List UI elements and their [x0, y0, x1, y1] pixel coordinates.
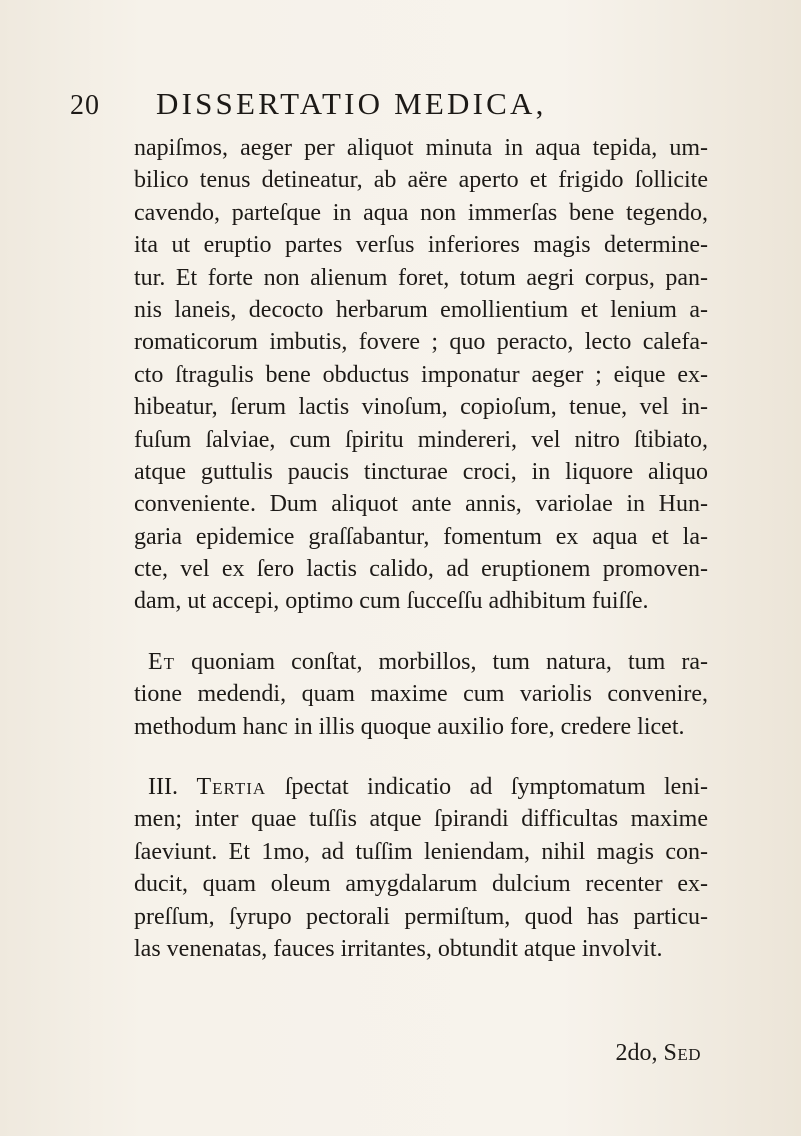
text-line: conveniente. Dum aliquot ante annis, variolae in Hun- — [134, 491, 708, 518]
text-line: nis laneis, decocto herbarum emollientium et lenium a- — [134, 296, 708, 323]
text-line: cte, vel ex ſero lactis calido, ad eruptionem promoven- — [134, 556, 708, 583]
text-line: preſſum, ſyrupo pectorali permiſtum, quod has particu- — [134, 903, 708, 930]
paragraph-1 — [134, 132, 708, 618]
text-line: hibeatur, ſerum lactis vinoſum, copioſum, tenue, vel in- — [134, 394, 708, 421]
text-line: cto ſtragulis bene obductus imponatur aeger ; eique ex- — [134, 361, 708, 388]
text-line: tur. Et forte non alienum foret, totum aegri corpus, pan- — [134, 264, 708, 291]
lead-word: Et — [148, 648, 176, 675]
next-word: Sed — [663, 1040, 701, 1066]
paragraph-2 — [134, 646, 708, 743]
text-line: bilico tenus detineatur, ab aëre aperto et frigido ſollicite — [134, 167, 708, 194]
text-line: tione medendi, quam maxime cum variolis convenire, — [134, 681, 708, 708]
text-line: atque guttulis paucis tincturae croci, in liquore aliquo — [134, 458, 708, 485]
line-text: quoniam conſtat, morbillos, tum natura, tum ra- — [175, 648, 708, 675]
signature-mark: 2do, — [615, 1040, 658, 1066]
text-line: dam, ut accepi, optimo cum ſucceſſu adhibitum fuiſſe. — [134, 588, 649, 615]
catchword — [615, 1040, 701, 1067]
line-text: ſpectat indicatio ad ſymptomatum leni- — [266, 774, 708, 801]
paragraph-gap — [134, 743, 708, 771]
text-line: napiſmos, aeger per aliquot minuta in aqua tepida, um- — [134, 135, 708, 161]
text-line: ſaeviunt. Et 1mo, ad tuſſim leniendam, nihil magis con- — [134, 838, 708, 865]
page-number: 20 — [70, 90, 100, 121]
text-line — [134, 646, 708, 678]
text-line: cavendo, parteſque in aqua non immerſas bene tegendo, — [134, 199, 708, 226]
paragraph-gap — [134, 618, 708, 646]
text-line: ita ut eruptio partes verſus inferiores magis determine- — [134, 232, 708, 259]
text-line — [134, 771, 708, 803]
text-line: men; inter quae tuſſis atque ſpirandi difficultas maxime — [134, 806, 708, 833]
text-line: garia epidemice graſſabantur, fomentum ex aqua et la- — [134, 523, 708, 550]
lead-word: Tertia — [196, 774, 267, 801]
section-numeral: III. — [148, 774, 178, 801]
text-line: ducit, quam oleum amygdalarum dulcium recenter ex- — [134, 871, 708, 898]
text-line: las venenatas, fauces irritantes, obtundit atque involvit. — [134, 935, 663, 962]
text-line: fuſum ſalviae, cum ſpiritu mindereri, vel nitro ſtibiato, — [134, 426, 708, 453]
text-line: methodum hanc in illis quoque auxilio fore, credere licet. — [134, 713, 685, 740]
running-title: DISSERTATIO MEDICA, — [156, 86, 547, 121]
paragraph-3 — [134, 771, 708, 965]
text-line: romaticorum imbutis, fovere ; quo peracto, lecto calefa- — [134, 329, 708, 356]
page-header — [70, 86, 710, 126]
body-text — [134, 132, 708, 965]
